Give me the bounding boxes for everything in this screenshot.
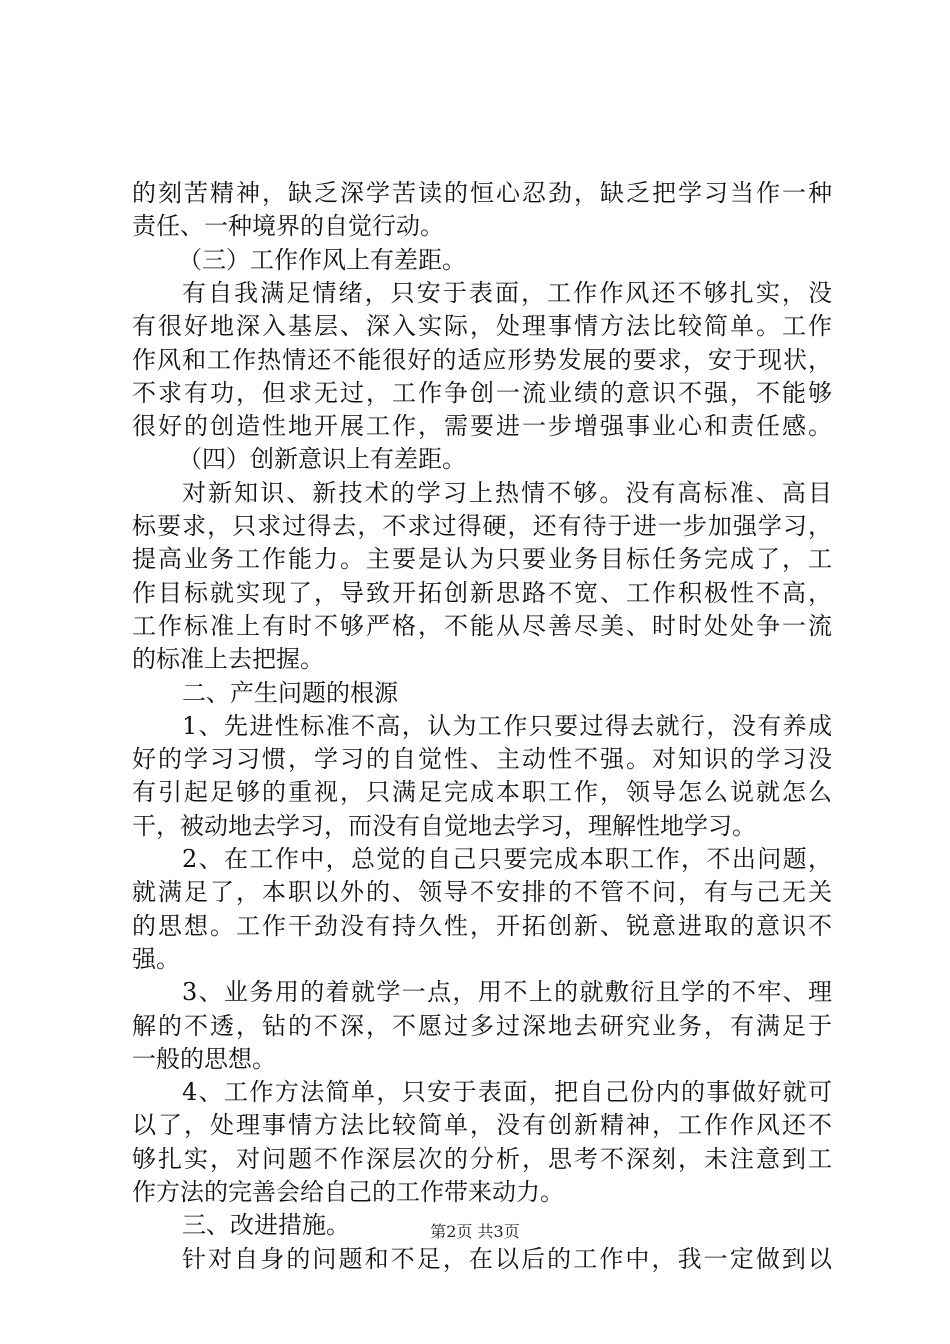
- text-line: 的思想。工作干劲没有持久性，开拓创新、锐意进取的意识不: [132, 911, 832, 940]
- text-line: 有引起足够的重视，只满足完成本职工作，领导怎么说就怎么: [132, 778, 832, 807]
- text-line: 3、业务用的着就学一点，用不上的就敷衍且学的不牢、理: [182, 978, 832, 1007]
- text-line: 以了，处理事情方法比较简单，没有创新精神，工作作风还不: [132, 1111, 832, 1140]
- text-line: 责任、一种境界的自觉行动。: [132, 212, 444, 241]
- text-line: 不求有功，但求无过，工作争创一流业绩的意识不强，不能够: [132, 378, 832, 407]
- text-line: 2、在工作中，总觉的自己只要完成本职工作，不出问题，: [182, 845, 832, 873]
- text-line: 干，被动地去学习，而没有自觉地去学习，理解性地学习。: [132, 811, 756, 840]
- text-line: 就满足了，本职以外的、领导不安排的不管不问，有与己无关: [132, 878, 832, 907]
- text-line: 对新知识、新技术的学习上热情不够。没有高标准、高目: [182, 478, 832, 507]
- text-line: 很好的创造性地开展工作，需要进一步增强事业心和责任感。: [132, 412, 832, 441]
- text-line: 作方法的完善会给自己的工作带来动力。: [132, 1178, 564, 1206]
- text-line: 好的学习习惯，学习的自觉性、主动性不强。对知识的学习没: [132, 745, 832, 774]
- text-line: 工作标准上有时不够严格，不能从尽善尽美、时时处处争一流: [132, 611, 832, 640]
- text-line: 强。: [132, 944, 180, 973]
- text-line: 的标准上去把握。: [132, 645, 324, 674]
- text-line: 针对自身的问题和不足，在以后的工作中，我一定做到以: [182, 1244, 832, 1273]
- text-line: 一般的思想。: [132, 1044, 276, 1073]
- page-footer: 第2页 共3页: [430, 1222, 520, 1241]
- text-line: 够扎实，对问题不作深层次的分析，思考不深刻，未注意到工: [132, 1144, 832, 1173]
- text-line: 作目标就实现了，导致开拓创新思路不宽、工作积极性不高，: [132, 578, 832, 607]
- text-line: 标要求，只求过得去，不求过得硬，还有待于进一步加强学习，: [132, 512, 832, 540]
- text-line: （四）创新意识上有差距。: [178, 445, 466, 474]
- text-line: 有很好地深入基层、深入实际，处理事情方法比较简单。工作: [132, 312, 832, 341]
- text-line: 三、改进措施。: [182, 1211, 350, 1240]
- text-line: 的刻苦精神，缺乏深学苦读的恒心忍劲，缺乏把学习当作一种: [132, 179, 832, 207]
- text-line: 有自我满足情绪，只安于表面，工作作风还不够扎实，没: [182, 278, 832, 307]
- text-line: 4、工作方法简单，只安于表面，把自己份内的事做好就可: [182, 1078, 832, 1107]
- text-line: 作风和工作热情还不能很好的适应形势发展的要求，安于现状，: [132, 345, 832, 374]
- text-line: 1、先进性标准不高，认为工作只要过得去就行，没有养成: [182, 711, 832, 740]
- text-line: 解的不透，钻的不深，不愿过多过深地去研究业务，有满足于: [132, 1011, 832, 1040]
- text-line: 提高业务工作能力。主要是认为只要业务目标任务完成了，工: [132, 545, 832, 574]
- text-line: 二、产生问题的根源: [182, 678, 398, 707]
- text-line: （三）工作作风上有差距。: [178, 245, 466, 274]
